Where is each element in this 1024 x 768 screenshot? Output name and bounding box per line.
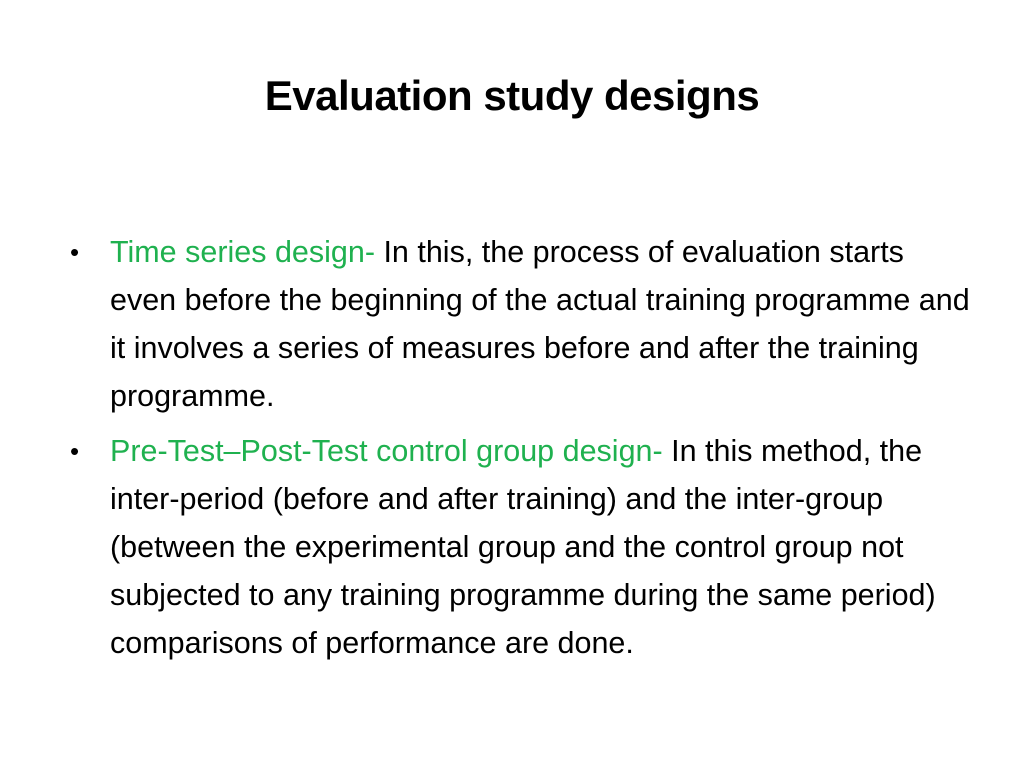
bullet-term: Pre-Test–Post-Test control group design- (110, 434, 663, 468)
bullet-icon: • (70, 436, 80, 466)
bullet-term: Time series design- (110, 235, 375, 269)
bullet-text: In this method, the inter-period (before and after training) and the inter-group (between the experimental group and the control group not subjected to any training programme during the same period) comparisons of performance are done. (110, 434, 936, 660)
bullet-item-pre-post-test (70, 427, 970, 667)
bullet-text: In this, the process of evaluation starts even before the beginning of the actual training programme and it involves a series of measures before and after the training programme. (110, 235, 970, 413)
bullet-list (70, 228, 970, 674)
bullet-icon: • (70, 237, 80, 267)
bullet-item-time-series (70, 228, 970, 420)
slide-title: Evaluation study designs (264, 72, 760, 119)
